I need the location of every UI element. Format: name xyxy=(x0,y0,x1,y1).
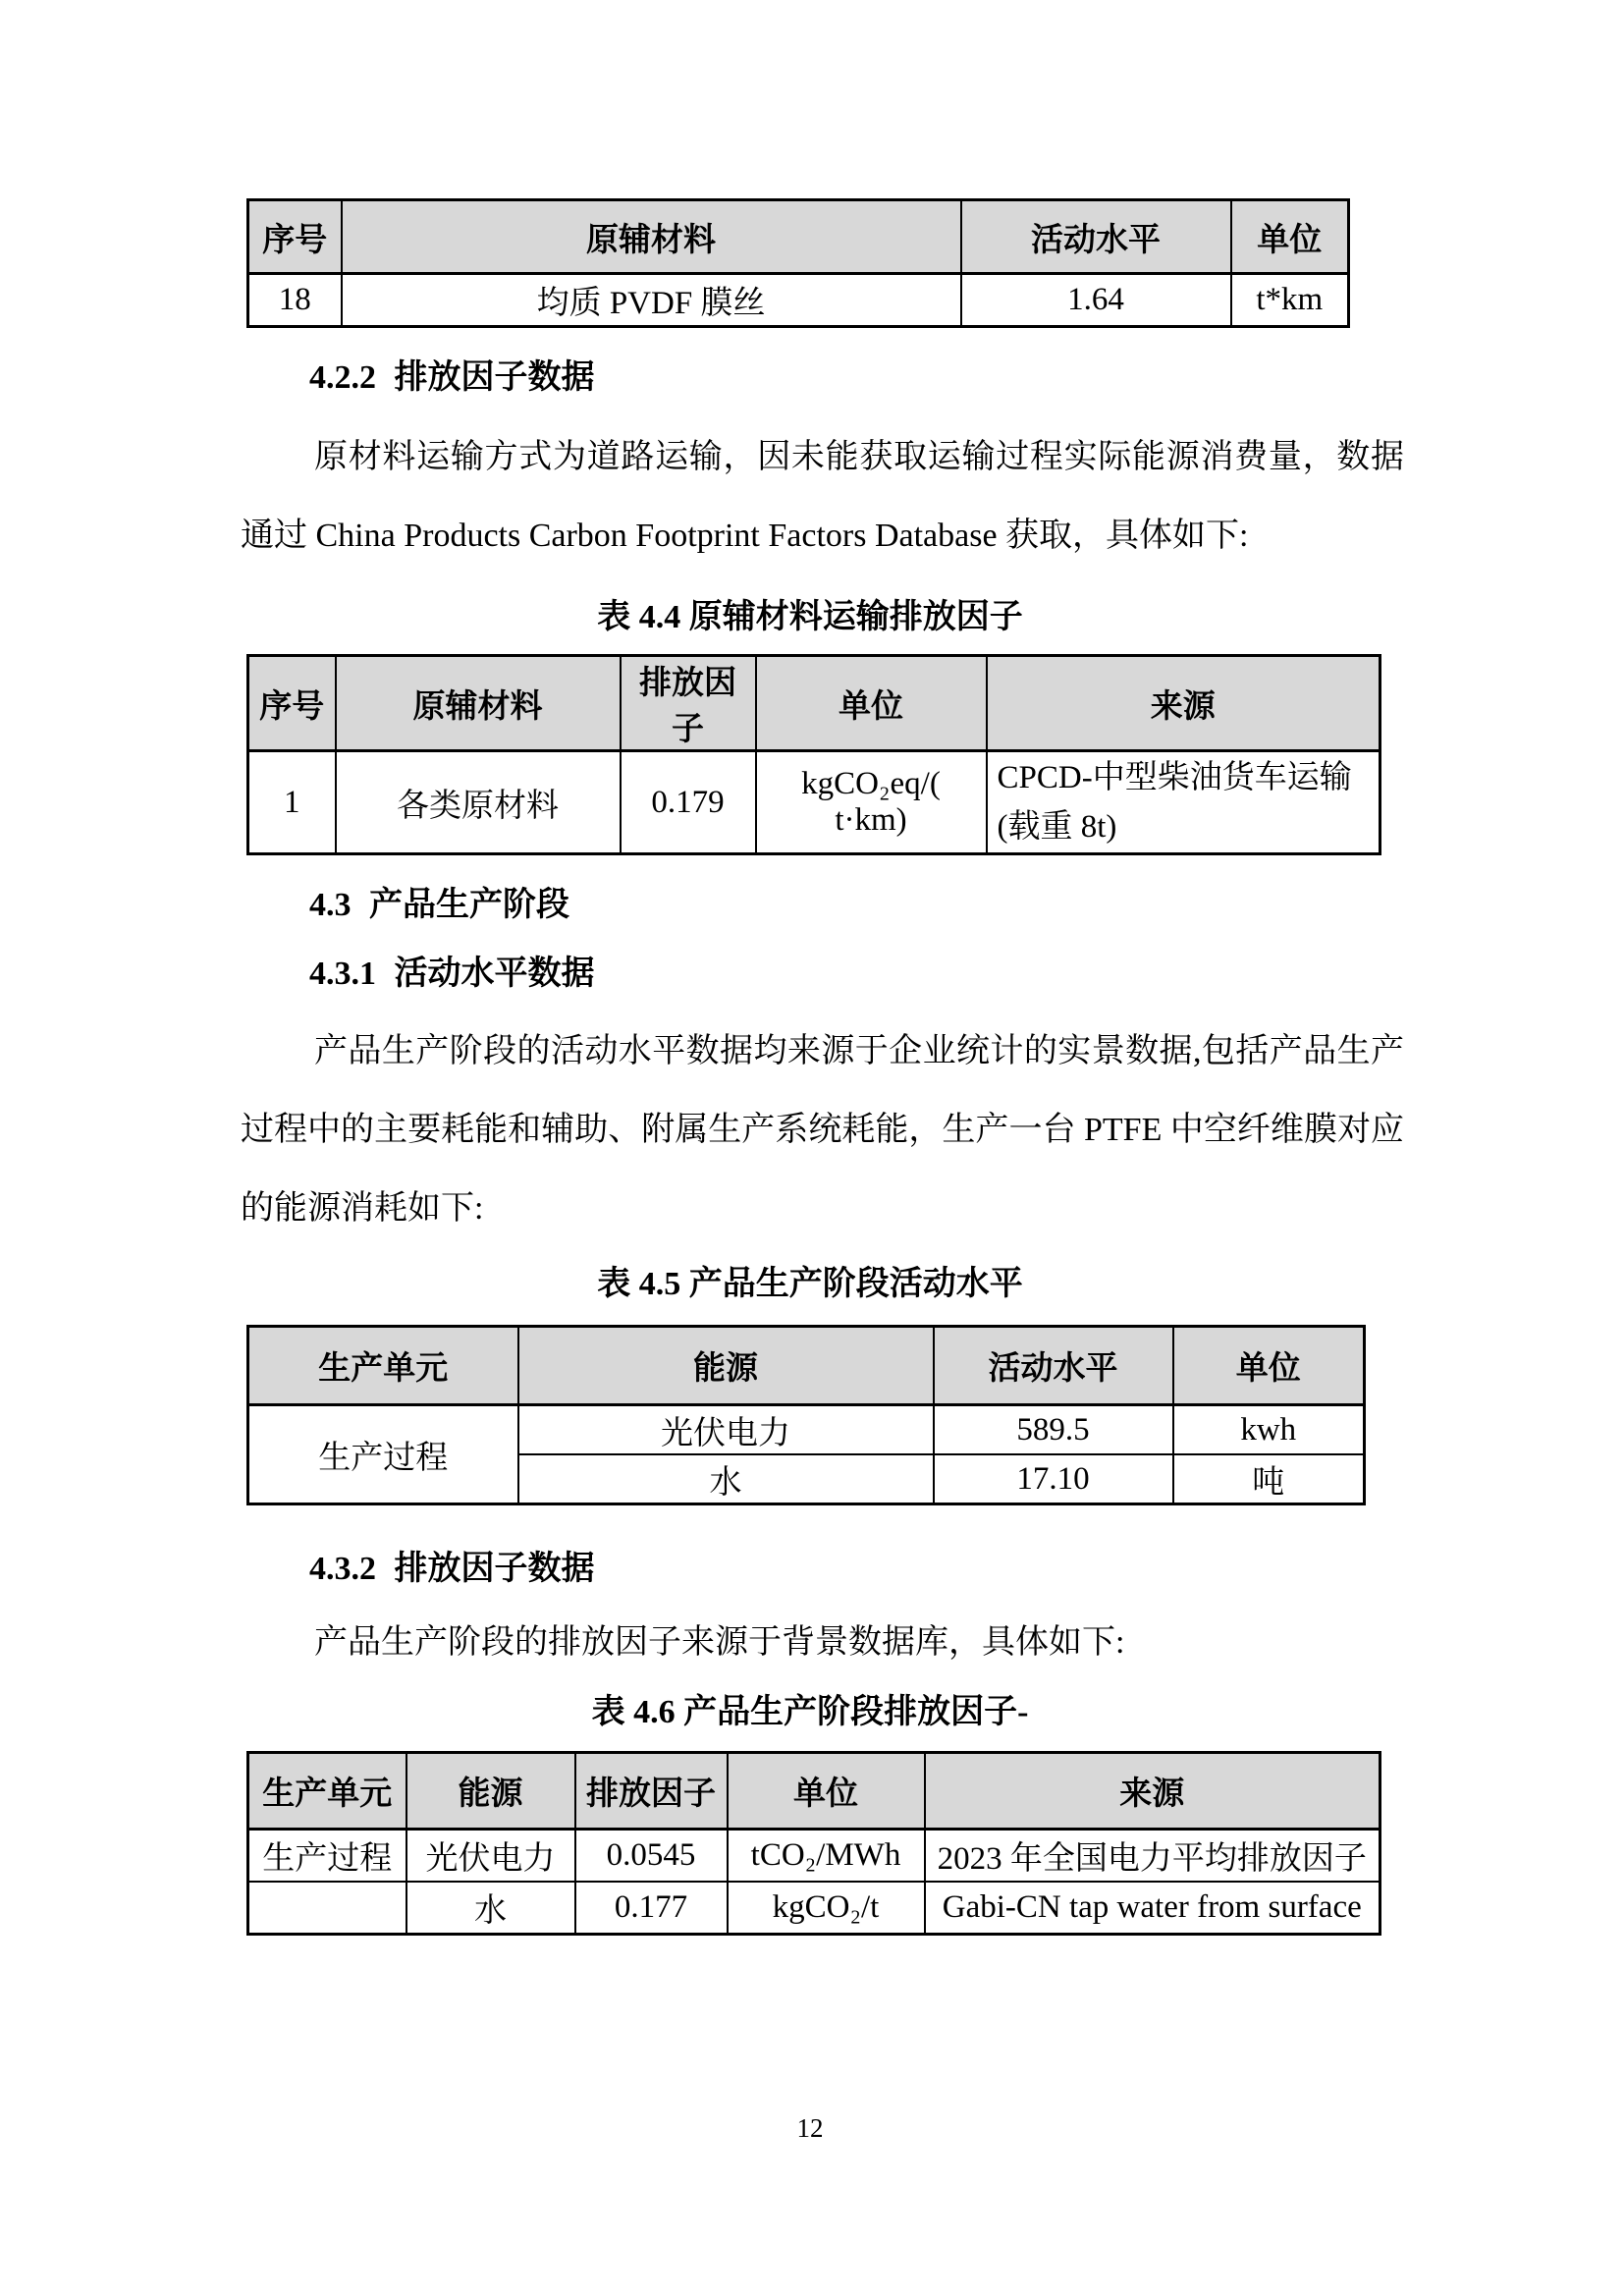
header-cell-activity: 活动水平 xyxy=(934,1327,1173,1405)
table-cell: 17.10 xyxy=(934,1454,1173,1504)
header-cell-energy: 能源 xyxy=(406,1753,575,1830)
production-emission-factor-table xyxy=(246,1751,1381,1936)
table-cell-empty xyxy=(248,1882,406,1935)
table-cell: 均质 PVDF 膜丝 xyxy=(342,274,961,327)
table-header-row xyxy=(248,1327,1365,1405)
table-cell: 0.177 xyxy=(575,1882,728,1935)
table-header-row xyxy=(248,656,1380,751)
header-cell-unit: 单位 xyxy=(1173,1327,1365,1405)
table-cell: 1.64 xyxy=(961,274,1231,327)
header-cell-index: 序号 xyxy=(248,200,342,274)
page-content xyxy=(241,0,1404,1936)
table-cell: 589.5 xyxy=(934,1405,1173,1455)
table-cell: 0.0545 xyxy=(575,1830,728,1883)
table-row xyxy=(248,274,1349,327)
production-activity-table xyxy=(246,1325,1366,1505)
table-cell: 0.179 xyxy=(621,751,756,854)
heading-4-3-1: 4.3.1 活动水平数据 xyxy=(309,956,595,992)
header-cell-unit-name: 生产单元 xyxy=(248,1753,406,1830)
table-cell: 生产过程 xyxy=(248,1830,406,1883)
header-cell-source: 来源 xyxy=(987,656,1380,751)
header-cell-unit: 单位 xyxy=(728,1753,925,1830)
materials-activity-table xyxy=(246,198,1350,328)
header-cell-index: 序号 xyxy=(248,656,336,751)
heading-4-3: 4.3 产品生产阶段 xyxy=(309,887,569,923)
table-row xyxy=(248,1830,1380,1883)
table-cell-source: Gabi-CN tap water from surface xyxy=(925,1882,1380,1935)
heading-4-3-2: 4.3.2 排放因子数据 xyxy=(309,1551,595,1587)
header-cell-energy: 能源 xyxy=(518,1327,934,1405)
header-cell-activity: 活动水平 xyxy=(961,200,1231,274)
heading-4-2-2: 4.2.2 排放因子数据 xyxy=(309,359,595,396)
header-cell-unit: 单位 xyxy=(1231,200,1349,274)
transport-emission-factor-table xyxy=(246,654,1381,855)
table-row xyxy=(248,1405,1365,1455)
paragraph-transport-emission-factors: 原材料运输方式为道路运输，因未能获取运输过程实际能源消费量，数据通过 China Products Carbon Footprint Factors Database 获取，具体如下: xyxy=(241,439,1404,554)
header-cell-factor: 排放因子 xyxy=(621,656,756,751)
table-4-6-title: 表 4.6 产品生产阶段排放因子- xyxy=(591,1694,1029,1730)
table-cell: 水 xyxy=(518,1454,934,1504)
header-cell-unit: 单位 xyxy=(756,656,987,751)
paragraph-production-emission-factors: 产品生产阶段的排放因子来源于背景数据库，具体如下: xyxy=(314,1624,1125,1661)
table-cell: 18 xyxy=(248,274,342,327)
table-cell: 1 xyxy=(248,751,336,854)
table-cell: kgCO₂/t xyxy=(728,1882,925,1935)
table-cell: 各类原材料 xyxy=(336,751,621,854)
table-header-row xyxy=(248,200,1349,274)
header-cell-material: 原辅材料 xyxy=(336,656,621,751)
table-4-4-title: 表 4.4 原辅材料运输排放因子 xyxy=(597,599,1023,635)
page-number: 12 xyxy=(796,2113,824,2143)
table-4-5-title: 表 4.5 产品生产阶段活动水平 xyxy=(597,1266,1023,1302)
paragraph-production-activity: 产品生产阶段的活动水平数据均来源于企业统计的实景数据,包括产品生产过程中的主要耗能和辅助、附属生产系统耗能，生产一台 PTFE 中空纤维膜对应的能源消耗如下: xyxy=(241,1033,1404,1227)
header-cell-unit-name: 生产单元 xyxy=(248,1327,518,1405)
header-cell-material: 原辅材料 xyxy=(342,200,961,274)
table-cell: 光伏电力 xyxy=(518,1405,934,1455)
table-row xyxy=(248,1882,1380,1935)
table-cell: kgCO₂eq/( t·km) xyxy=(756,751,987,854)
table-row xyxy=(248,751,1380,854)
table-cell: 光伏电力 xyxy=(406,1830,575,1883)
table-cell: tCO₂/MWh xyxy=(728,1830,925,1883)
table-cell: t*km xyxy=(1231,274,1349,327)
table-cell: 水 xyxy=(406,1882,575,1935)
table-cell-source: 2023 年全国电力平均排放因子 xyxy=(925,1830,1380,1883)
table-cell-source: CPCD-中型柴油货车运输(载重 8t) xyxy=(987,751,1380,854)
table-header-row xyxy=(248,1753,1380,1830)
table-cell: kwh xyxy=(1173,1405,1365,1455)
header-cell-factor: 排放因子 xyxy=(575,1753,728,1830)
table-cell-merged: 生产过程 xyxy=(248,1405,518,1504)
table-cell: 吨 xyxy=(1173,1454,1365,1504)
header-cell-source: 来源 xyxy=(925,1753,1380,1830)
